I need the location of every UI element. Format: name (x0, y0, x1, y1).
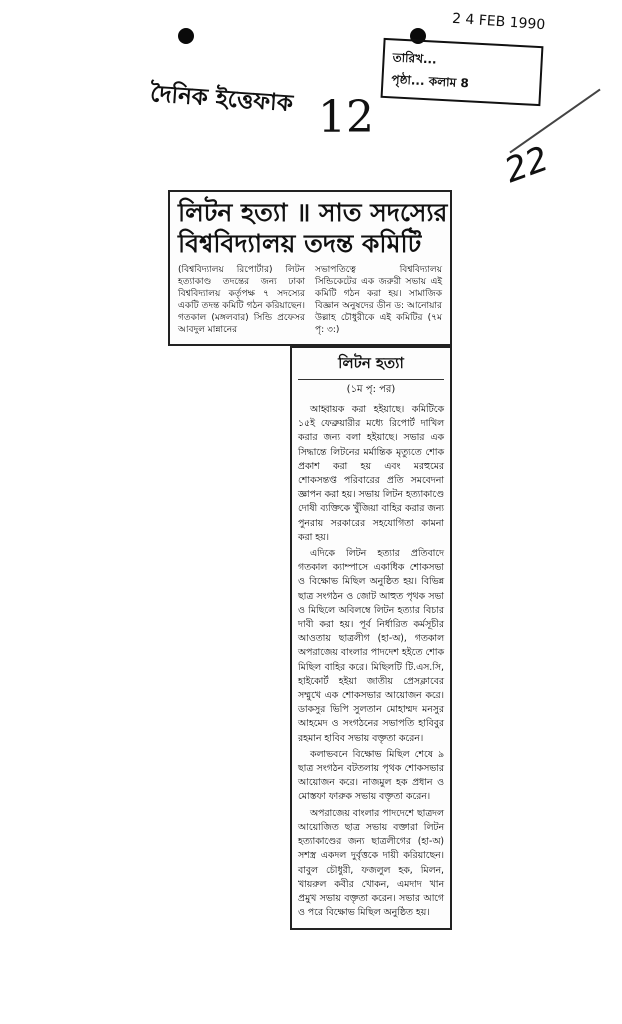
stamp-page-label: পৃষ্ঠা... (391, 72, 425, 89)
handwritten-number: 22 (499, 138, 554, 192)
paragraph: এদিকে লিটন হত্যার প্রতিবাদে গতকাল ক্যাম্পাসে একাধিক শোকসভা ও বিক্ষোভ মিছিল অনুষ্ঠিত হয়। বিভিন্ন ছাত্র সংগঠন ও জোট আহুত পৃথক সভা ও মিছিলে অবিলম্বে লিটন হত্যার বিচার দাবী করা হয়। পূর্ব নির্ধারিত কর্মসূচীর আওতায় ছাত্রলীগ (হা-অ), গতকাল অপরাজেয় বাংলার পাদদেশ হইতে শোক মিছিল বাহির করে। মিছিলটি টি.এস.সি, হাইকোর্ট হইয়া জাতীয় প্রেসক্লাবের সম্মুখে এক শোকসভার আয়োজন করে। ডাকসুর ভিপি সুলতান মোহাম্মদ মনসুর আহমেদ ও সংগঠনের সভাপতি হাবিবুর রহমান হাবিব সভায় বক্তৃতা করেন। (298, 548, 444, 744)
stamp-date: 2 4 FEB 1990 (451, 10, 546, 34)
archive-stamp (381, 38, 544, 106)
continuation-body (298, 403, 444, 920)
article-column-2: সভাপতিত্বে বিশ্ববিদ্যালয় সিন্ডিকেটের এক জরুরী সভায় এই কমিটি গঠন করা হয়। সামাজিক বিজ্ঞান অনুষদের ডীন ড: আনোয়ার উল্লাহ চৌধুরীকে এই কমিটির (৭ম পৃ: ৩:) (315, 265, 442, 335)
continuation-title: লিটন হত্যা (298, 352, 444, 380)
continuation-ref: (১ম পৃ: পর) (346, 384, 396, 395)
stamp-col-value: 8 (460, 75, 470, 91)
headline-line-1: লিটন হত্যা ॥ সাত সদস্যের (178, 198, 448, 227)
article-column-1: (বিশ্ববিদ্যালয় রিপোর্টার) লিটন হত্যাকাণ্ড তদন্তের জন্য ঢাকা বিশ্ববিদ্যালয় কর্তৃপক্ষ ৭ সদস্যের একটি তদন্ত কমিটি গঠন করিয়াছেন। গতকাল (মঙ্গলবার) সিন্ডি প্রফেসর আবদুল মান্নানের (178, 265, 305, 335)
paragraph: কলাভবনে বিক্ষোভ মিছিল শেষে ৯ ছাত্র সংগঠন বটতলায় পৃথক শোকসভার আয়োজন করে। নাজমুল হক প্রধান ও মোস্তফা ফারুক সভায় বক্তৃতা করেন। (298, 748, 444, 803)
article-clipping-head (168, 190, 452, 346)
paragraph: অপরাজেয় বাংলার পাদদেশে ছাত্রদল আয়োজিত ছাত্র সভায় বক্তারা লিটন হত্যাকাণ্ডের জন্য ছাত্রলীগের (হা-অ) সশস্ত্র একদল দুর্বৃত্তকে দায়ী করিয়াছেন। বাবুল চৌধুরী, ফজলুল হক, মিলন, খায়রুল কবীর খোকন, এমদাদ খান প্রমুখ সভায় বক্তৃতা করেন। সভার আগে ও পরে বিক্ষোভ মিছিল অনুষ্ঠিত হয়। (298, 807, 444, 919)
paragraph: আহ্বায়ক করা হইয়াছে। কমিটিকে ১৫ই ফেব্রুয়ারীর মধ্যে রিপোর্ট দাখিল করার জন্য বলা হইয়াছে। সভার এক সিদ্ধান্তে লিটনের মর্মান্তিক মৃত্যুতে শোক প্রকাশ করা হয় এবং মরহুমের শোকসন্তপ্ত পরিবারের প্রতি সমবেদনা জ্ঞাপন করা হয়। সভায় লিটন হত্যাকাণ্ডে দোষী ব্যক্তিকে খুঁজিয়া বাহির করার জন্য পুনরায় সরকারের সহযোগিতা কামনা করা হয়। (298, 404, 444, 543)
stamp-date-label: তারিখ... (392, 50, 438, 67)
headline-line-2: বিশ্ববিদ্যালয় তদন্ত কমিটি (178, 229, 422, 258)
punch-hole (178, 28, 194, 44)
newspaper-name: দৈনিক ইত্তেফাক (149, 81, 294, 117)
stamp-col-label: কলাম (428, 74, 457, 90)
article-clipping-continuation (290, 346, 452, 930)
page-mark: 12 (318, 92, 374, 143)
